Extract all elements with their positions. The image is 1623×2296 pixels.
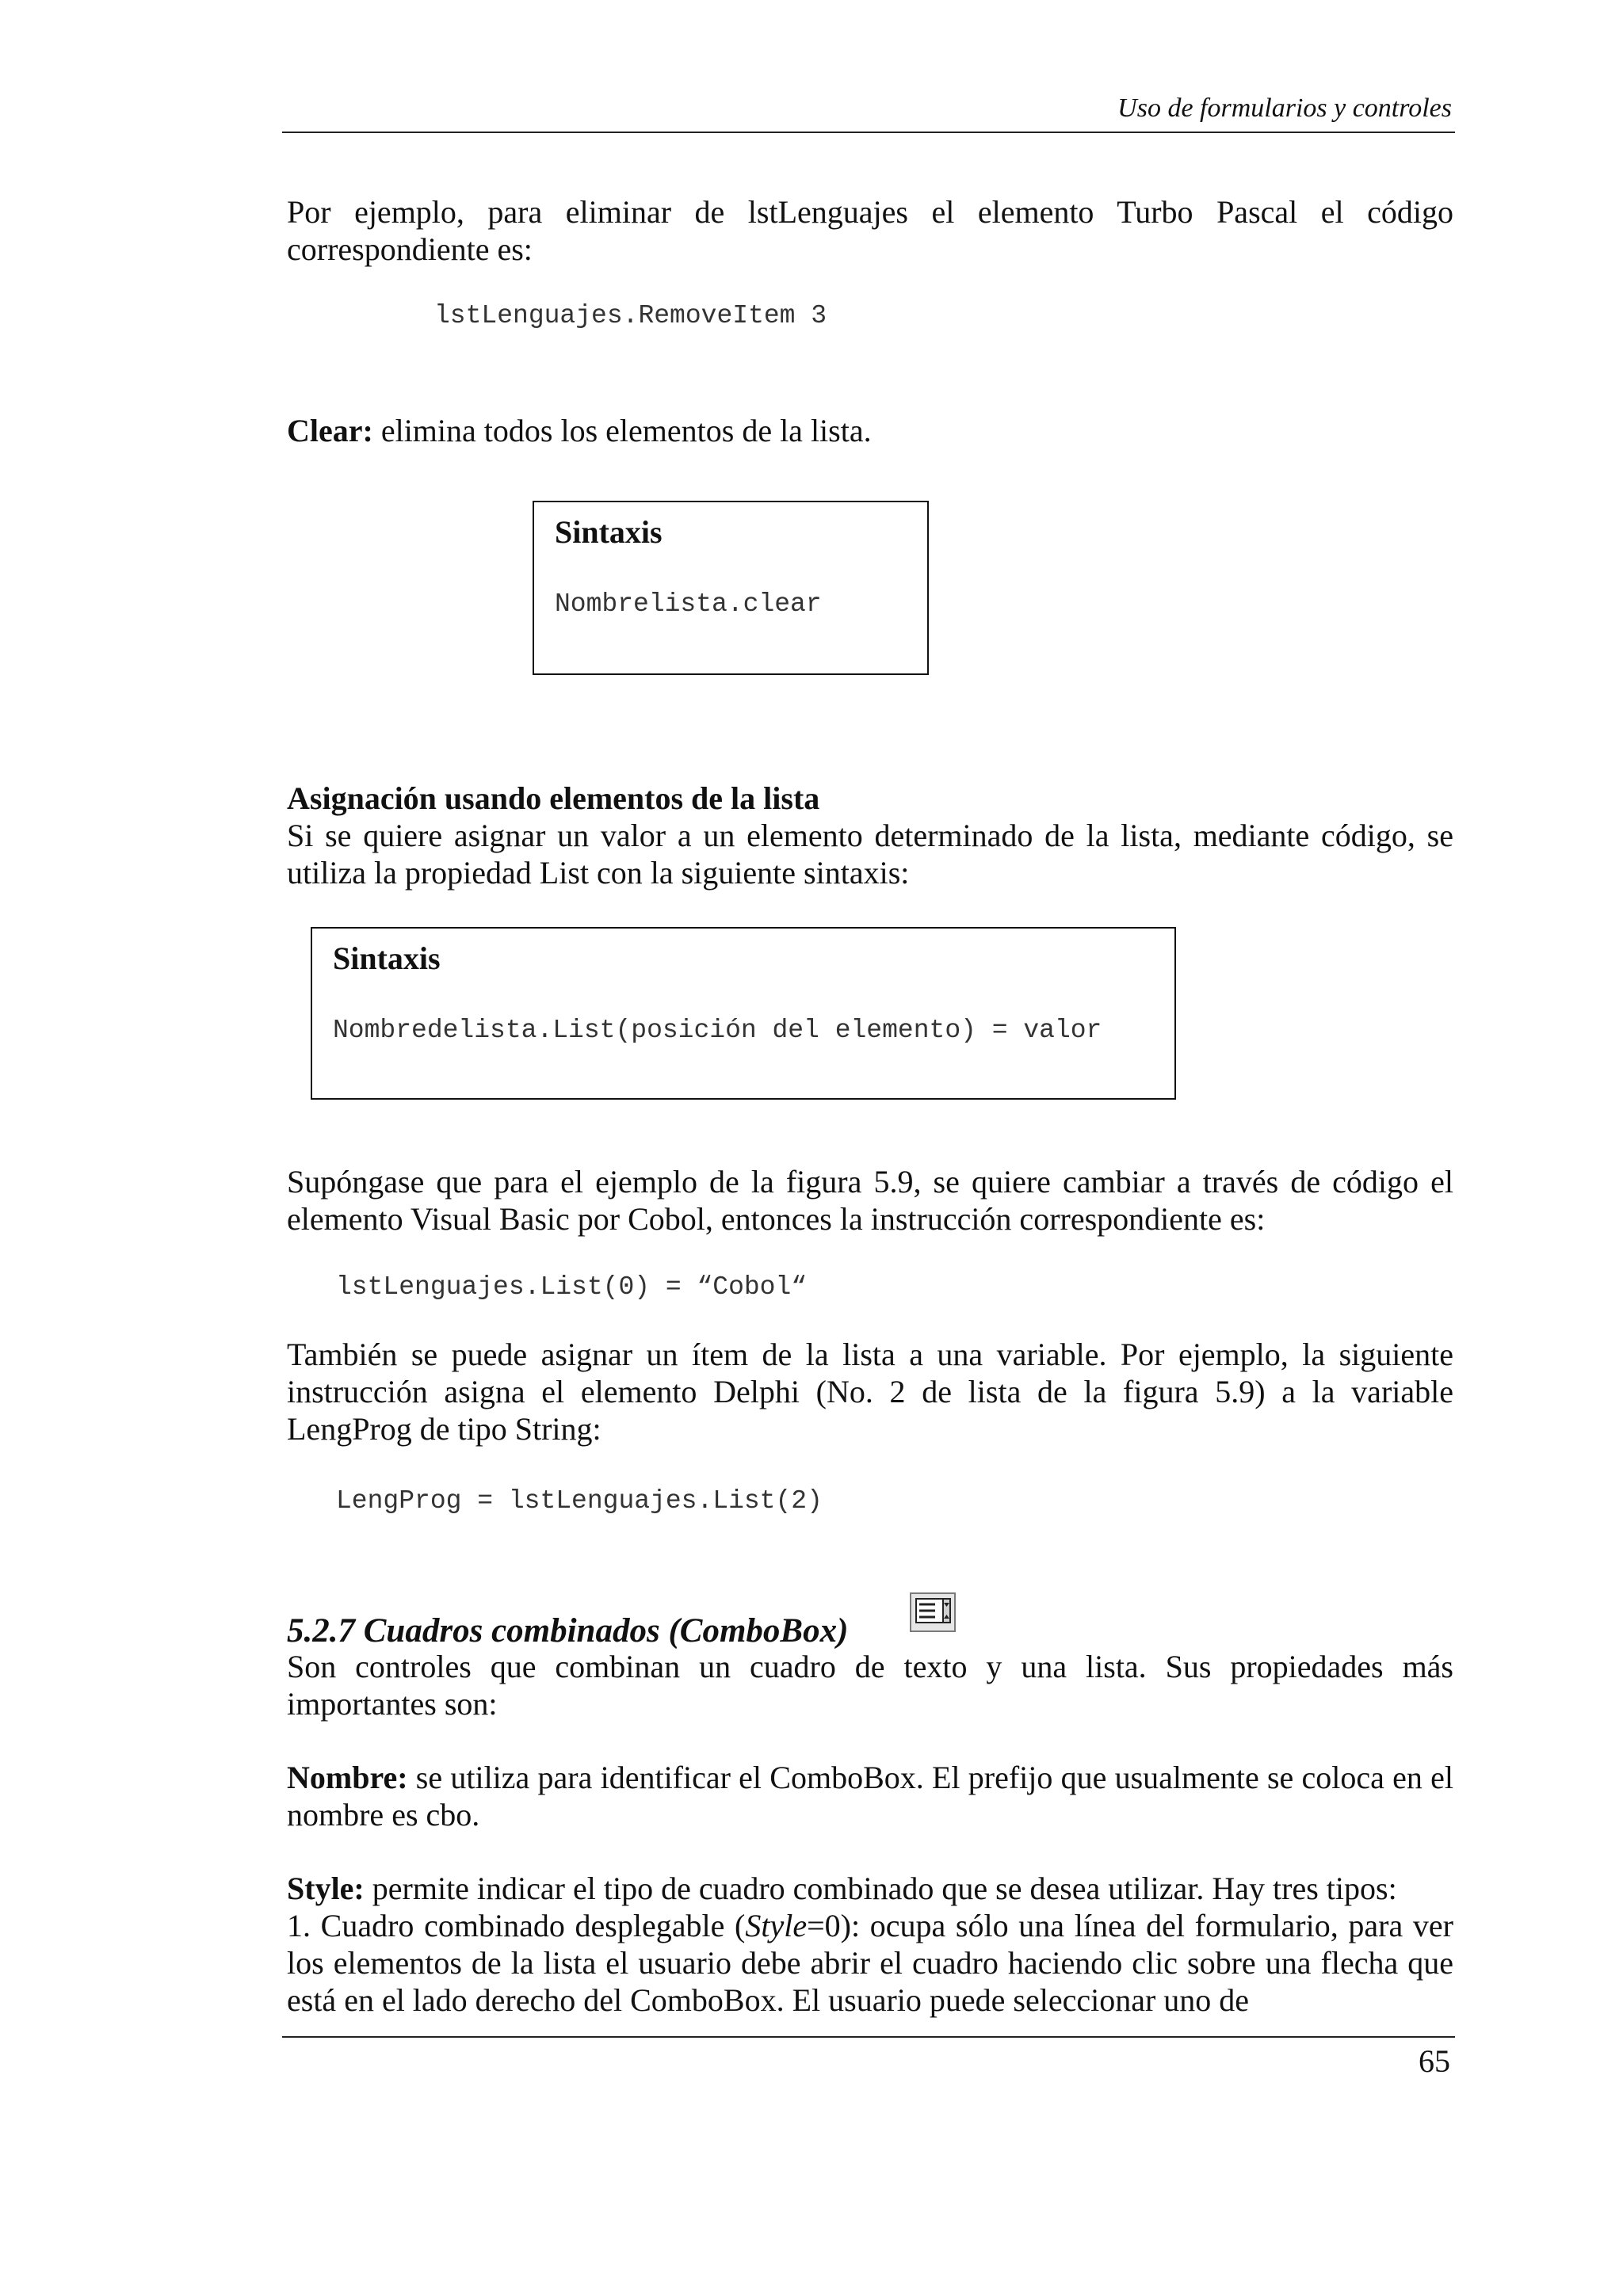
paragraph-combo: Son controles que combinan un cuadro de texto y una lista. Sus propiedades más importantes son: [287,1649,1453,1722]
style-item-1-start: 1. Cuadro combinado desplegable ( [287,1908,746,1943]
paragraph-suppose: Supóngase que para el ejemplo de la figura 5.9, se quiere cambiar a través de código el elemento Visual Basic por Cobol, entonces la instrucción correspondiente es: [287,1164,1453,1237]
syntax-box-title: Sintaxis [333,940,441,976]
paragraph-style [287,1870,1453,2019]
paragraph-also: También se puede asignar un ítem de la lista a una variable. Por ejemplo, la siguiente instrucción asigna el elemento Delphi (No. 2 de lista de la figura 5.9) a la variable LengProg de tipo String: [287,1337,1453,1447]
style-item-1-italic: Style [745,1908,808,1943]
running-title: Uso de formularios y controles [1117,93,1452,123]
page-number: 65 [1419,2043,1450,2079]
syntax-box-code: Nombredelista.List(posición del elemento) = valor [333,1016,1102,1045]
paragraph-clear [287,412,1453,449]
clear-label: Clear: [287,413,373,448]
footer-rule [282,2036,1455,2038]
clear-text: elimina todos los elementos de la lista. [372,413,872,448]
style-text: permite indicar el tipo de cuadro combinado que se desea utilizar. Hay tres tipos: [364,1871,1397,1906]
combobox-icon-graphic [911,1594,954,1630]
section-title: Cuadros combinados (ComboBox) [363,1612,849,1650]
code-remove-item: lstLenguajes.RemoveItem 3 [434,301,827,330]
nombre-text: se utiliza para identificar el ComboBox. El prefijo que usualmente se coloca en el nombre es cbo. [287,1760,1453,1833]
assign-text: Si se quiere asignar un valor a un elemento determinado de la lista, mediante código, se utiliza la propiedad List con la siguiente sintaxis: [287,818,1453,891]
code-list-assign: lstLenguajes.List(0) = “Cobol“ [336,1272,808,1302]
syntax-box-list [311,927,1176,1100]
syntax-box-code: Nombrelista.clear [555,589,822,619]
assign-heading: Asignación usando elementos de la lista [287,780,820,816]
style-item-1-end: =0): ocupa sólo una línea del formulario, para ver los elementos de la lista el usuario debe abrir el cuadro haciendo clic sobre una flecha que está en el lado derecho del ComboBox. El usuario puede seleccionar uno de [287,1908,1453,2018]
section-number: 5.2.7 [287,1612,355,1650]
style-item-1 [287,1907,1453,2019]
paragraph-remove-example: Por ejemplo, para eliminar de lstLenguajes el elemento Turbo Pascal el código correspondiente es: [287,194,1453,267]
style-label: Style: [287,1871,365,1906]
combobox-icon [910,1592,956,1632]
syntax-box-title: Sintaxis [555,514,663,550]
header-rule [282,132,1455,133]
syntax-box-clear [533,501,929,675]
nombre-label: Nombre: [287,1760,408,1795]
paragraph-nombre [287,1759,1453,1833]
section-assign [287,780,1453,891]
section-heading [287,1611,848,1650]
code-lengprog: LengProg = lstLenguajes.List(2) [336,1486,823,1516]
